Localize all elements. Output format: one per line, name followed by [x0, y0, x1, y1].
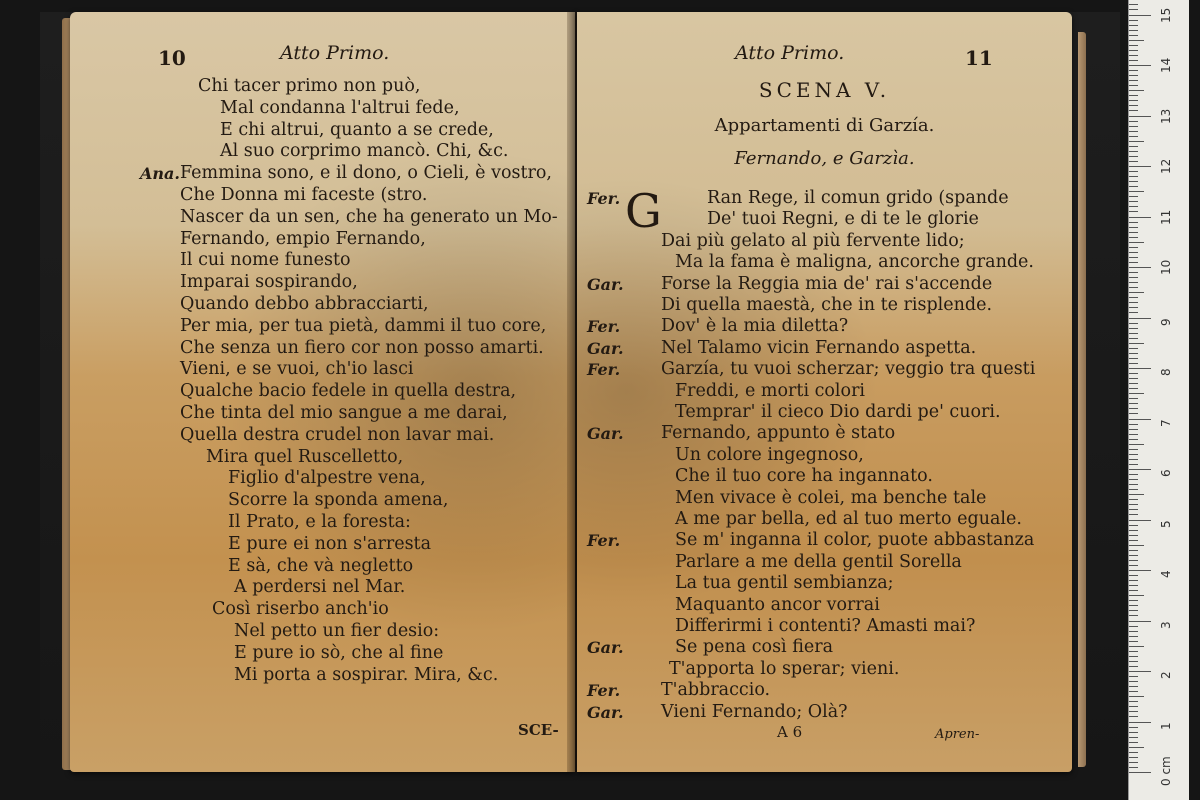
ruler-tick — [1129, 267, 1151, 268]
ruler-tick — [1129, 600, 1138, 601]
ruler-tick — [1129, 45, 1138, 46]
verse-line: Per mia, per tua pietà, dammi il tuo core, — [180, 315, 547, 336]
ruler-tick — [1129, 671, 1151, 672]
ruler-tick — [1129, 424, 1138, 425]
ruler-tick — [1129, 504, 1138, 505]
ruler-number: 2 — [1159, 671, 1173, 679]
verse-line: Mal condanna l'altrui fede, — [220, 97, 460, 118]
ruler-unit-label: 0 cm — [1159, 756, 1173, 786]
ruler-tick — [1129, 20, 1138, 21]
ruler-tick — [1129, 767, 1138, 768]
ruler-tick — [1129, 15, 1151, 16]
ruler-tick — [1129, 262, 1138, 263]
measurement-ruler — [1128, 0, 1189, 800]
scene-title: SCENA V. — [758, 78, 891, 102]
speaker-label: Gar. — [587, 338, 624, 358]
page-number-left: 10 — [158, 46, 186, 70]
verse-line: Differirmi i contenti? Amasti mai? — [675, 616, 976, 636]
ruler-tick — [1129, 272, 1138, 273]
ruler-tick — [1129, 580, 1138, 581]
ruler-tick — [1129, 469, 1151, 470]
ruler-tick — [1129, 302, 1138, 303]
ruler-tick — [1129, 292, 1144, 293]
ruler-number: 15 — [1159, 7, 1173, 23]
verse-line: E pure ei non s'arresta — [228, 533, 432, 554]
verse-line: Se pena così fiera — [675, 637, 834, 658]
ruler-tick — [1129, 696, 1144, 697]
speaker-label: Fer. — [587, 681, 621, 701]
running-head-right: Atto Primo. — [735, 42, 845, 64]
ruler-tick — [1129, 136, 1138, 137]
ruler-tick — [1129, 525, 1138, 526]
verse-line: Temprar' il cieco Dio dardi pe' cuori. — [675, 402, 1001, 422]
speaker-label: Gar. — [587, 274, 624, 294]
ruler-tick — [1129, 408, 1138, 409]
verse-line: E sà, che và negletto — [228, 555, 414, 576]
ruler-tick — [1129, 560, 1138, 561]
ruler-tick — [1129, 383, 1138, 384]
verse-line: Fernando, empio Fernando, — [180, 228, 426, 249]
verse-line: Quella destra crudel non lavar mai. — [180, 424, 495, 445]
ruler-tick — [1129, 307, 1138, 308]
scene-characters: Fernando, e Garzìa. — [734, 148, 915, 169]
ruler-tick — [1129, 282, 1138, 283]
ruler-tick — [1129, 479, 1138, 480]
ruler-number: 8 — [1159, 368, 1173, 376]
ruler-number: 6 — [1159, 469, 1173, 477]
ruler-tick — [1129, 252, 1138, 253]
ruler-number: 3 — [1159, 620, 1173, 629]
ruler-tick — [1129, 333, 1138, 334]
ruler-tick — [1129, 701, 1138, 702]
verse-line: Che Donna mi faceste (stro. — [180, 185, 428, 205]
ruler-tick — [1129, 585, 1138, 586]
verse-line: T'apporta lo sperar; vieni. — [669, 658, 900, 679]
verse-line: Femmina sono, e il dono, o Cieli, è vostro, — [180, 163, 552, 184]
speaker-label: Gar. — [587, 424, 624, 444]
ruler-tick — [1129, 398, 1138, 399]
ruler-tick — [1129, 388, 1138, 389]
ruler-tick — [1129, 772, 1151, 773]
ruler-tick — [1129, 413, 1138, 414]
verse-line: Quando debbo abbracciarti, — [180, 294, 429, 314]
ruler-tick — [1129, 565, 1138, 566]
ruler-tick — [1129, 237, 1138, 238]
ruler-tick — [1129, 530, 1138, 531]
ruler-tick — [1129, 454, 1138, 455]
ruler-tick — [1129, 131, 1138, 132]
ruler-tick — [1129, 368, 1151, 369]
verse-line: Forse la Reggia mia de' rai s'accende — [661, 273, 993, 294]
ruler-tick — [1129, 494, 1144, 495]
ruler-tick — [1129, 227, 1138, 228]
verse-line: Nascer da un sen, che ha generato un Mo- — [180, 206, 558, 227]
ruler-tick — [1129, 60, 1138, 61]
verse-line: E chi altrui, quanto a se crede, — [220, 119, 494, 140]
ruler-tick — [1129, 757, 1138, 758]
verse-line: Chi tacer primo non può, — [198, 76, 421, 96]
ruler-tick — [1129, 499, 1138, 500]
verse-line: Maquanto ancor vorrai — [675, 594, 880, 615]
verse-line: Di quella maestà, che in te risplende. — [661, 295, 993, 315]
ruler-tick — [1129, 70, 1138, 71]
verse-line: Ma la fama è maligna, ancorche grande. — [675, 252, 1034, 273]
ruler-tick — [1129, 222, 1138, 223]
ruler-tick — [1129, 666, 1138, 667]
ruler-tick — [1129, 732, 1138, 733]
ruler-tick — [1129, 318, 1151, 319]
ruler-tick — [1129, 393, 1144, 394]
ruler-tick — [1129, 550, 1138, 551]
ruler-number: 10 — [1159, 259, 1173, 275]
ruler-tick — [1129, 105, 1138, 106]
verse-line: E pure io sò, che al fine — [234, 642, 444, 663]
ruler-tick — [1129, 570, 1151, 571]
ruler-tick — [1129, 25, 1138, 26]
ruler-tick — [1129, 656, 1138, 657]
ruler-tick — [1129, 161, 1138, 162]
ruler-tick — [1129, 156, 1138, 157]
catchword-left: SCE- — [518, 721, 559, 739]
ruler-tick — [1129, 449, 1138, 450]
ruler-tick — [1129, 514, 1138, 515]
ruler-tick — [1129, 201, 1138, 202]
verse-line: Figlio d'alpestre vena, — [228, 468, 426, 489]
ruler-tick — [1129, 166, 1151, 167]
ruler-tick — [1129, 434, 1138, 435]
drop-cap-letter: G — [625, 184, 662, 238]
verse-line: Fernando, appunto è stato — [661, 423, 896, 444]
verse-line: Dai più gelato al più fervente lido; — [661, 230, 965, 251]
ruler-tick — [1129, 540, 1138, 541]
ruler-tick — [1129, 50, 1138, 51]
ruler-tick — [1129, 85, 1138, 86]
ruler-tick — [1129, 686, 1138, 687]
ruler-number: 11 — [1159, 209, 1173, 225]
verse-line: Dov' è la mia diletta? — [661, 316, 849, 337]
ruler-tick — [1129, 706, 1138, 707]
ruler-number: 7 — [1159, 418, 1173, 427]
ruler-number: 1 — [1159, 721, 1173, 730]
ruler-tick — [1129, 403, 1138, 404]
ruler-tick — [1129, 126, 1138, 127]
ruler-tick — [1129, 651, 1138, 652]
ruler-tick — [1129, 378, 1138, 379]
speaker-label: Gar. — [587, 702, 624, 722]
ruler-tick — [1129, 206, 1138, 207]
ruler-number: 4 — [1159, 570, 1173, 578]
verse-line: Se m' inganna il color, puote abbastanza — [675, 530, 1035, 551]
left-page — [70, 12, 575, 772]
ruler-tick — [1129, 95, 1138, 96]
ruler-tick — [1129, 459, 1138, 460]
ruler-tick — [1129, 711, 1138, 712]
verse-line: Imparai sospirando, — [180, 272, 358, 293]
ruler-number: 13 — [1159, 108, 1173, 124]
ruler-tick — [1129, 373, 1138, 374]
verse-line: Garzía, tu vuoi scherzar; veggio tra questi — [661, 359, 1036, 380]
verse-line: Qualche bacio fedele in quella destra, — [180, 381, 517, 402]
ruler-tick — [1129, 35, 1138, 36]
ruler-tick — [1129, 100, 1138, 101]
signature-mark: A 6 — [777, 723, 803, 741]
ruler-tick — [1129, 242, 1144, 243]
ruler-tick — [1129, 661, 1138, 662]
ruler-tick — [1129, 257, 1138, 258]
ruler-tick — [1129, 297, 1138, 298]
ruler-tick — [1129, 247, 1138, 248]
ruler-tick — [1129, 353, 1138, 354]
verse-line: Il Prato, e la foresta: — [228, 512, 411, 532]
ruler-tick — [1129, 747, 1144, 748]
ruler-tick — [1129, 323, 1138, 324]
ruler-tick — [1129, 621, 1151, 622]
ruler-tick — [1129, 737, 1138, 738]
ruler-tick — [1129, 116, 1151, 117]
ruler-tick — [1129, 615, 1138, 616]
verse-line: Un colore ingegnoso, — [675, 444, 864, 465]
speaker-label: Fer. — [587, 189, 621, 208]
ruler-tick — [1129, 444, 1144, 445]
ruler-tick — [1129, 146, 1138, 147]
ruler-tick — [1129, 509, 1138, 510]
ruler-tick — [1129, 474, 1138, 475]
ruler-tick — [1129, 191, 1144, 192]
running-head-left: Atto Primo. — [280, 42, 390, 64]
verse-line: Così riserbo anch'io — [212, 599, 389, 620]
speaker-label: Fer. — [587, 360, 621, 380]
verse-line: A me par bella, ed al tuo merto eguale. — [675, 509, 1022, 529]
verse-line: Vieni, e se vuoi, ch'io lasci — [180, 359, 414, 380]
ruler-number: 5 — [1159, 519, 1173, 528]
ruler-tick — [1129, 575, 1138, 576]
ruler-tick — [1129, 691, 1138, 692]
ruler-tick — [1129, 636, 1138, 637]
ruler-tick — [1129, 338, 1138, 339]
ruler-tick — [1129, 196, 1138, 197]
speaker-label: Gar. — [587, 638, 624, 658]
ruler-tick — [1129, 610, 1138, 611]
ruler-tick — [1129, 429, 1138, 430]
ruler-tick — [1129, 520, 1151, 521]
ruler-tick — [1129, 186, 1138, 187]
ruler-tick — [1129, 141, 1144, 142]
ruler-tick — [1129, 211, 1138, 212]
speaker-label: Fer. — [587, 317, 621, 337]
ruler-tick — [1129, 464, 1138, 465]
ruler-tick — [1129, 545, 1144, 546]
ruler-tick — [1129, 110, 1138, 111]
verse-line: Al suo corprimo mancò. Chi, &c. — [220, 141, 509, 162]
ruler-tick — [1129, 312, 1138, 313]
ruler-tick — [1129, 535, 1138, 536]
verse-line: Che senza un fiero cor non posso amarti. — [180, 337, 544, 358]
verse-line: Nel Talamo vicin Fernando aspetta. — [661, 337, 977, 358]
verse-line: Scorre la sponda amena, — [228, 490, 449, 511]
ruler-tick — [1129, 358, 1138, 359]
ruler-tick — [1129, 742, 1138, 743]
ruler-tick — [1129, 631, 1138, 632]
verse-line: A perdersi nel Mar. — [234, 577, 406, 598]
ruler-tick — [1129, 605, 1138, 606]
ruler-tick — [1129, 30, 1138, 31]
ruler-tick — [1129, 681, 1138, 682]
ruler-tick — [1129, 646, 1144, 647]
verse-line: La tua gentil sembianza; — [675, 573, 894, 594]
ruler-tick — [1129, 328, 1138, 329]
ruler-tick — [1129, 676, 1138, 677]
open-book — [70, 12, 1080, 780]
ruler-tick — [1129, 484, 1138, 485]
ruler-tick — [1129, 595, 1144, 596]
verse-line: Mira quel Ruscelletto, — [206, 446, 404, 467]
verse-line: T'abbraccio. — [661, 680, 771, 701]
ruler-tick — [1129, 65, 1151, 66]
ruler-tick — [1129, 75, 1138, 76]
verse-line: Vieni Fernando; Olà? — [661, 701, 848, 722]
catchword-right: Apren- — [935, 727, 980, 742]
ruler-tick — [1129, 489, 1138, 490]
page-number-right: 11 — [965, 46, 993, 70]
ruler-tick — [1129, 752, 1138, 753]
ruler-tick — [1129, 121, 1138, 122]
ruler-tick — [1129, 348, 1138, 349]
ruler-tick — [1129, 277, 1138, 278]
ruler-number: 12 — [1159, 158, 1173, 174]
ruler-tick — [1129, 217, 1151, 218]
ruler-tick — [1129, 555, 1138, 556]
ruler-tick — [1129, 40, 1144, 41]
ruler-tick — [1129, 439, 1138, 440]
verse-line: Il cui nome funesto — [180, 250, 351, 271]
ruler-tick — [1129, 181, 1138, 182]
ruler-tick — [1129, 419, 1151, 420]
verse-line: Mi porta a sospirar. Mira, &c. — [234, 664, 499, 685]
verse-line: Freddi, e morti colori — [675, 380, 866, 401]
ruler-tick — [1129, 171, 1138, 172]
verse-line: Nel petto un fier desio: — [234, 621, 440, 641]
speaker-label: Ana. — [140, 164, 180, 184]
verse-line: Parlare a me della gentil Sorella — [675, 551, 962, 572]
ruler-tick — [1129, 590, 1138, 591]
verse-line: Che il tuo core ha ingannato. — [675, 466, 933, 487]
ruler-tick — [1129, 90, 1144, 91]
ruler-tick — [1129, 363, 1138, 364]
ruler-tick — [1129, 80, 1138, 81]
ruler-tick — [1129, 4, 1138, 5]
ruler-tick — [1129, 727, 1138, 728]
book-edge-right — [1078, 32, 1086, 767]
ruler-tick — [1129, 151, 1138, 152]
ruler-number: 14 — [1159, 57, 1173, 73]
verse-line: Ran Rege, il comun grido (spande — [707, 188, 1009, 208]
right-page — [577, 12, 1072, 772]
verse-line: Men vivace è colei, ma benche tale — [675, 487, 987, 508]
ruler-tick — [1129, 716, 1138, 717]
ruler-tick — [1129, 176, 1138, 177]
ruler-tick — [1129, 55, 1138, 56]
ruler-tick — [1129, 287, 1138, 288]
verse-line: De' tuoi Regni, e di te le glorie — [707, 209, 979, 230]
ruler-number: 9 — [1159, 317, 1173, 326]
ruler-tick — [1129, 722, 1151, 723]
ruler-tick — [1129, 626, 1138, 627]
ruler-tick — [1129, 762, 1138, 763]
scene-location: Appartamenti di Garzía. — [714, 115, 935, 136]
speaker-label: Fer. — [587, 531, 621, 551]
ruler-tick — [1129, 641, 1138, 642]
ruler-tick — [1129, 232, 1138, 233]
ruler-tick — [1129, 9, 1138, 10]
verse-line: Che tinta del mio sangue a me darai, — [180, 403, 508, 423]
ruler-tick — [1129, 343, 1144, 344]
